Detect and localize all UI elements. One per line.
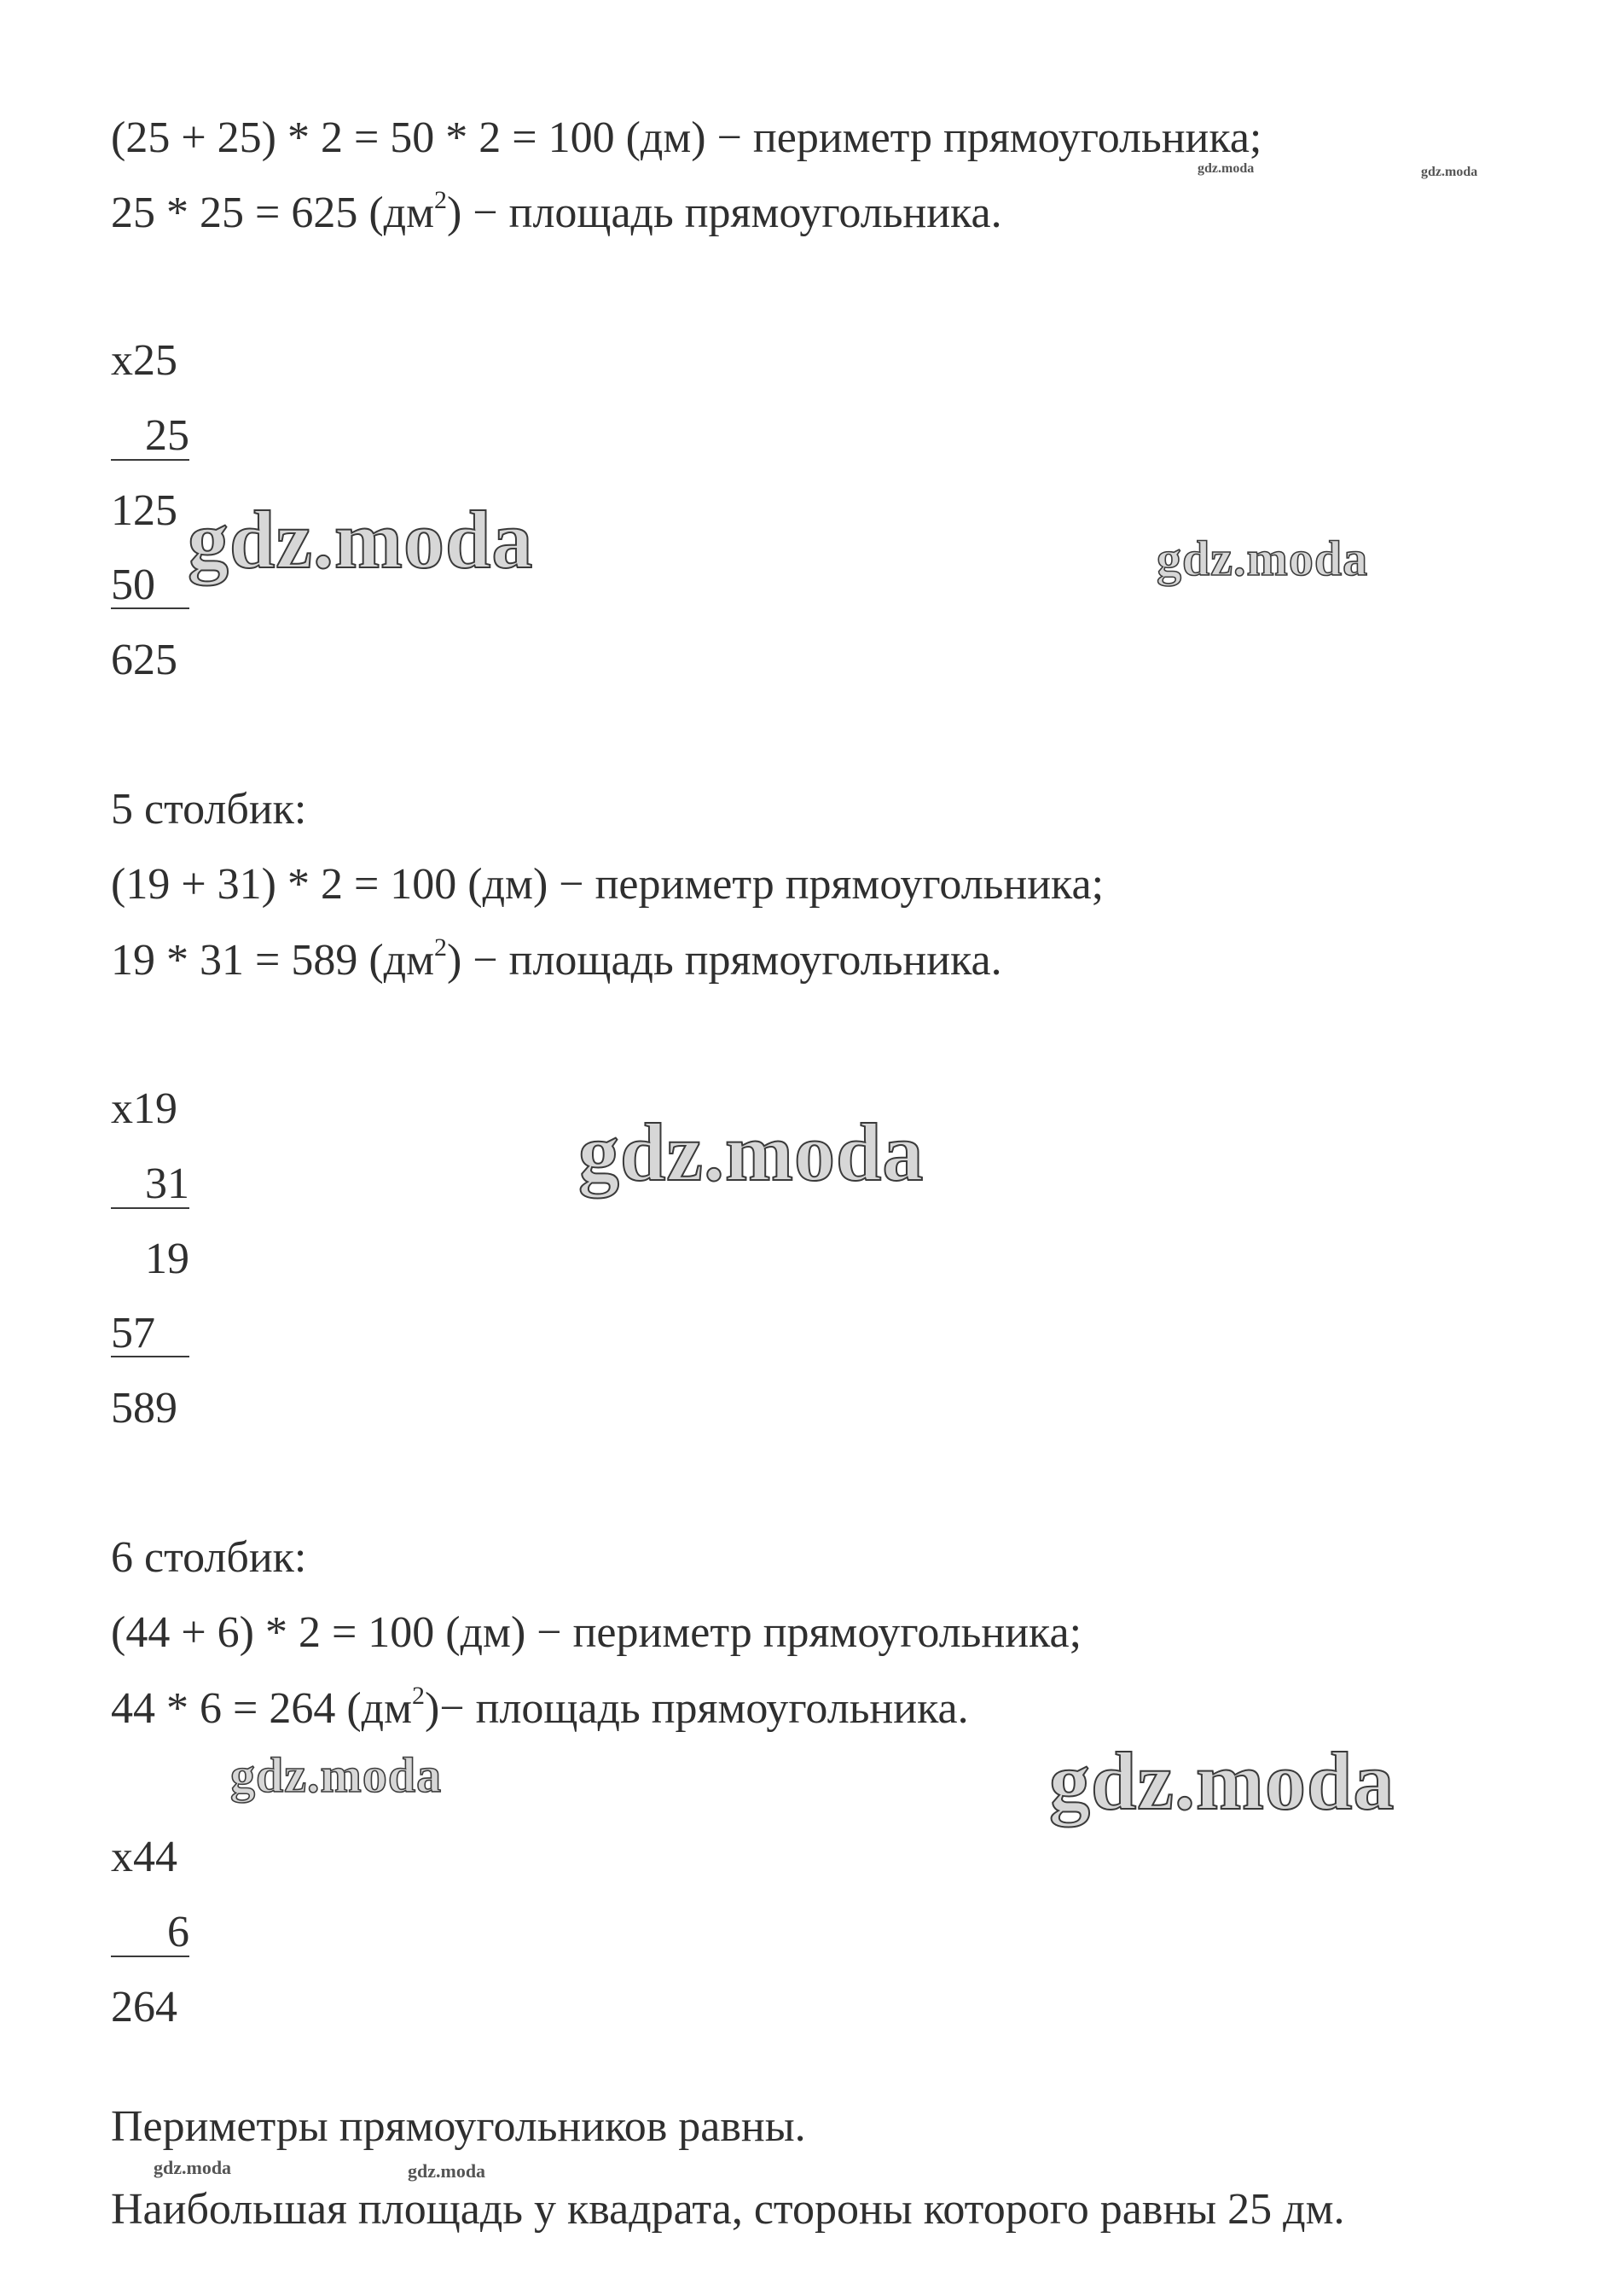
watermark-logo: gdz.moda xyxy=(1198,161,1255,176)
calc3-underline xyxy=(111,1956,189,1957)
calc2-row-1: х19 xyxy=(111,1084,177,1133)
calc2-row-3: 19 xyxy=(145,1235,189,1283)
calc3-row-1: х44 xyxy=(111,1833,177,1881)
area-line-1: 25 * 25 = 625 $(дм^2)$ − площадь прямоугольника. xyxy=(111,185,1002,237)
calc2-row-4: 57 xyxy=(111,1309,155,1357)
calc2-underline-2 xyxy=(111,1356,189,1357)
calc1-row-3: 125 xyxy=(111,486,177,535)
area-line-2: 19 * 31 = 589 $(дм^2)$ − площадь прямоугольника. xyxy=(111,933,1002,985)
watermark-logo: gdz.moda xyxy=(188,494,534,585)
calc1-underline-1 xyxy=(111,459,189,461)
watermark-logo: gdz.moda xyxy=(1421,165,1478,179)
perimeter-line-1: (25 + 25) * 2 = 50 * 2 = 100 (дм) − периметр прямоугольника; xyxy=(111,113,1262,162)
conclusion-line-1: Периметры прямоугольников равны. xyxy=(111,2102,806,2151)
watermark-logo: gdz.moda xyxy=(230,1747,443,1803)
calc2-row-2: 31 xyxy=(145,1159,189,1208)
calc1-underline-2 xyxy=(111,607,189,609)
calc3-row-2: 6 xyxy=(167,1908,189,1956)
area-line-3: 44 * 6 = 264 $(дм^2)-$ площадь прямоугольника. xyxy=(111,1681,969,1733)
watermark-logo: gdz.moda xyxy=(1157,531,1369,586)
perimeter-line-3: (44 + 6) * 2 = 100 (дм) − периметр прямоугольника; xyxy=(111,1608,1082,1657)
column5-heading: 5 столбик: xyxy=(111,785,307,834)
perimeter-line-2: (19 + 31) * 2 = 100 (дм) − периметр прямоугольника; xyxy=(111,860,1105,909)
calc1-row-4: 50 xyxy=(111,561,155,609)
calc1-row-5: 625 xyxy=(111,636,177,684)
calc1-row-1: х25 xyxy=(111,336,177,385)
watermark-logo: gdz.moda xyxy=(578,1107,925,1198)
watermark-logo: gdz.moda xyxy=(154,2157,232,2178)
calc2-row-5: 589 xyxy=(111,1384,177,1433)
conclusion-line-2: Наибольшая площадь у квадрата, стороны которого равны 25 дм. xyxy=(111,2185,1345,2234)
column6-heading: 6 столбик: xyxy=(111,1533,307,1582)
watermark-logo: gdz.moda xyxy=(408,2160,486,2182)
watermark-logo: gdz.moda xyxy=(1049,1735,1395,1827)
calc1-row-2: 25 xyxy=(145,411,189,460)
calc2-underline-1 xyxy=(111,1207,189,1209)
calc3-row-3: 264 xyxy=(111,1983,177,2031)
